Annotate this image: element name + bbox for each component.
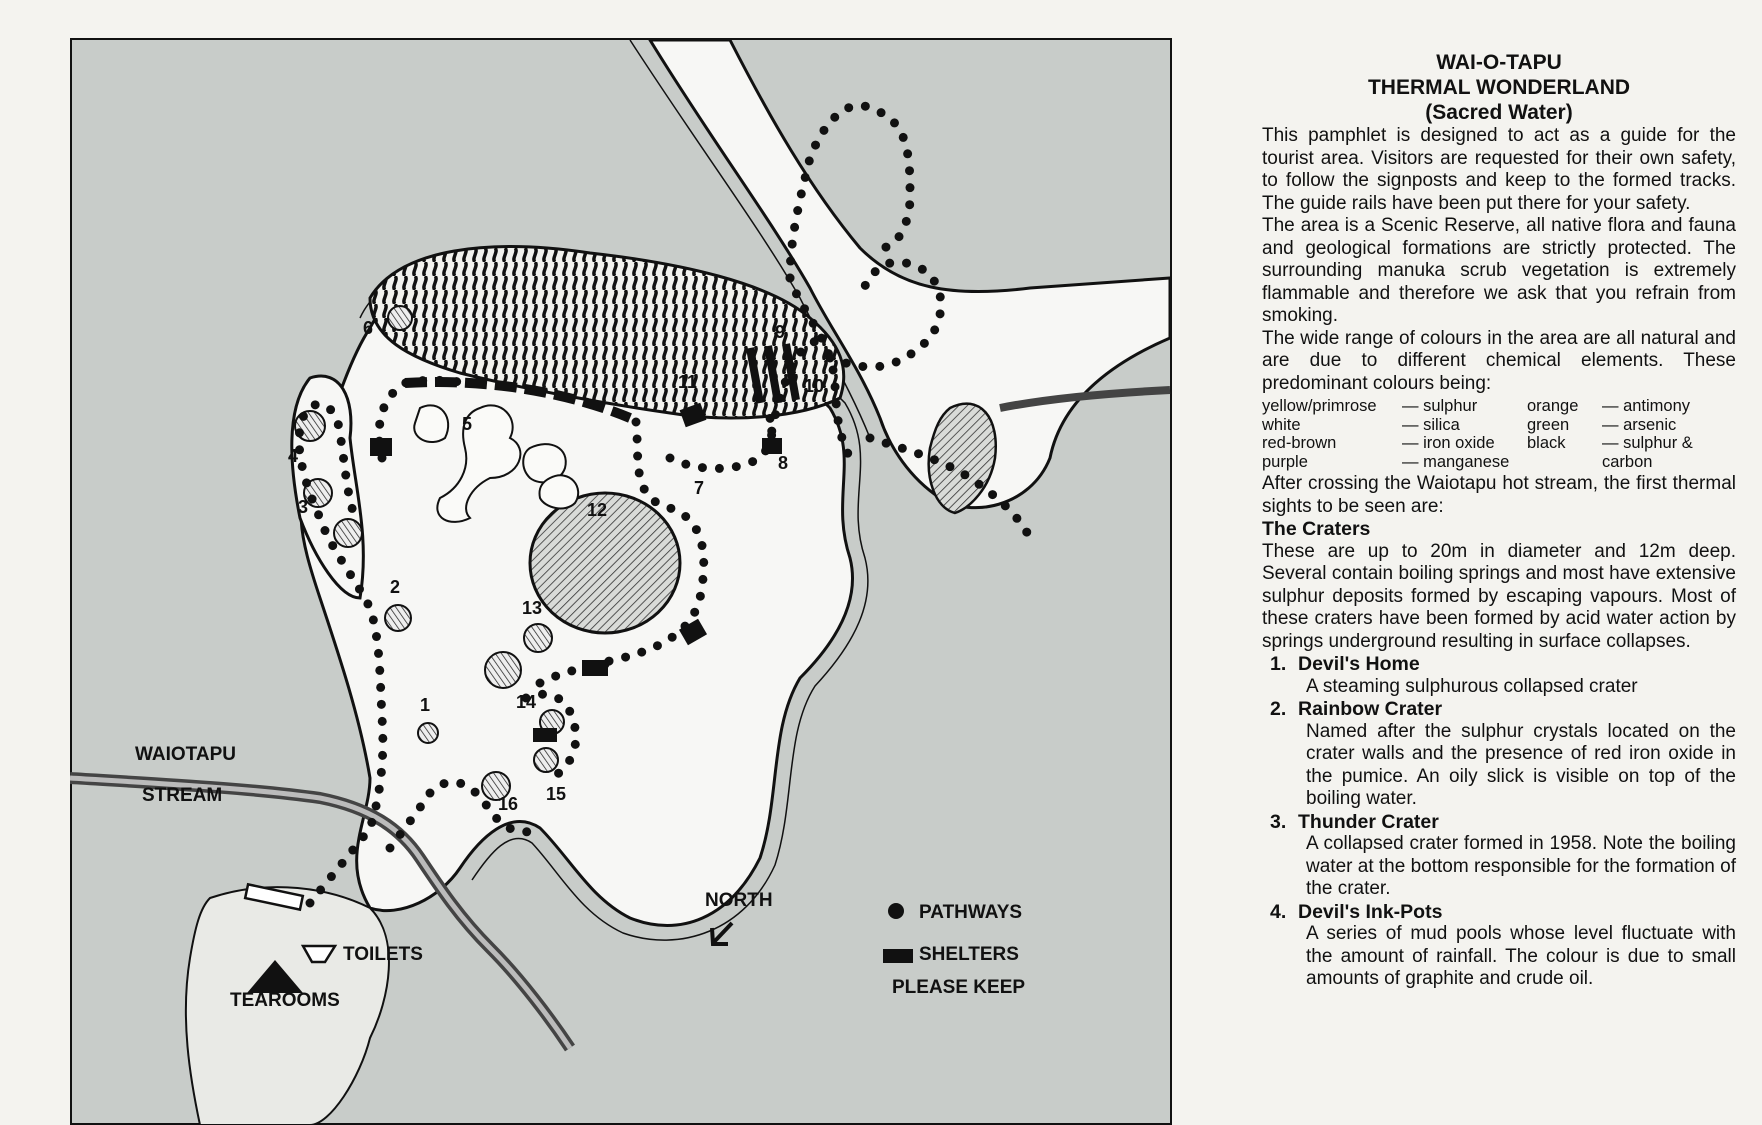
colour-table <box>1262 397 1736 471</box>
intro-paragraph-2: The area is a Scenic Reserve, all native flora and fauna and geological formations are strictly protected. The surrounding manuka scrub vegetation is extremely flammable and therefore we ask that you refrain from smoking. <box>1262 215 1736 326</box>
item-name: Rainbow Crater <box>1298 698 1443 720</box>
item-description: Named after the sulphur crystals located on the crater walls and the presence of red iron oxide in the pumice. An oily slick is visible on top of the boiling water. <box>1306 720 1736 809</box>
colour-cell: — manganese <box>1402 452 1510 471</box>
colour-cell: black <box>1527 434 1566 452</box>
crater-item <box>1270 811 1736 901</box>
after-crossing-text: After crossing the Waiotapu hot stream, the first thermal sights to be seen are: <box>1262 473 1736 517</box>
site-number-14: 14 <box>516 692 537 712</box>
item-description: A steaming sulphurous collapsed crater <box>1306 675 1638 697</box>
legend-pathways: PATHWAYS <box>919 902 1023 923</box>
site-number-4: 4 <box>288 446 299 466</box>
colour-cell: — sulphur <box>1402 397 1478 415</box>
item-name: Devil's Ink-Pots <box>1298 900 1443 923</box>
craters-text: These are up to 20m in diameter and 12m deep. Several contain boiling springs and most have extensive sulphur deposits formed by escaping vapours. Most of these craters have been formed by acid water action by springs underground resulting in surface collapses. <box>1262 540 1736 652</box>
item-description: A collapsed crater formed in 1958. Note the boiling water at the bottom responsible for the formation of the crater. <box>1306 833 1736 899</box>
pathways-dot-icon <box>888 903 904 919</box>
title-line-2: THERMAL WONDERLAND <box>1367 76 1631 99</box>
site-number-5: 5 <box>462 414 473 434</box>
pamphlet-text <box>1262 50 1736 991</box>
colour-cell: — silica <box>1402 415 1460 434</box>
shelter-icon <box>883 949 913 963</box>
site-number-10: 10 <box>804 376 825 396</box>
item-number: 1. <box>1270 653 1287 675</box>
site-number-7: 7 <box>694 478 705 498</box>
site-number-1: 1 <box>420 695 431 715</box>
site-number-9: 9 <box>775 322 786 342</box>
site-number-13: 13 <box>522 598 543 618</box>
crater-item <box>1270 653 1736 698</box>
crater-item <box>1270 901 1736 991</box>
site-number-8: 8 <box>778 453 789 473</box>
title-line-3: (Sacred Water) <box>1425 101 1573 124</box>
colour-cell: — iron oxide <box>1402 434 1495 452</box>
site-number-12: 12 <box>587 500 608 520</box>
colour-cell: carbon <box>1602 452 1653 471</box>
stream-label-line2: STREAM <box>142 785 223 806</box>
item-number: 3. <box>1270 810 1287 833</box>
colour-cell: red-brown <box>1262 434 1337 452</box>
colour-cell: yellow/primrose <box>1262 397 1377 415</box>
site-number-6: 6 <box>363 318 374 338</box>
crater-item <box>1270 698 1736 811</box>
intro-paragraph-1: This pamphlet is designed to act as a guide for the tourist area. Visitors are requested for their own safety, to follow the signposts and keep to the formed tracks. The guide rails have been put there for your safety. <box>1262 125 1736 214</box>
site-number-16: 16 <box>498 794 519 814</box>
colour-cell: — arsenic <box>1602 415 1677 434</box>
stream-label-line1: WAIOTAPU <box>135 744 236 765</box>
legend-toilets: TOILETS <box>343 944 423 965</box>
item-number: 4. <box>1270 900 1287 923</box>
colour-cell: orange <box>1527 397 1579 415</box>
colour-cell: — sulphur & <box>1602 434 1693 452</box>
crater-list <box>1262 653 1736 991</box>
item-name: Thunder Crater <box>1298 810 1439 833</box>
colour-cell: white <box>1262 415 1301 434</box>
item-number: 2. <box>1270 698 1287 720</box>
item-description: A series of mud pools whose level fluctuate with the amount of rainfall. The colour is due to small amounts of graphite and crude oil. <box>1306 923 1736 989</box>
site-number-3: 3 <box>298 497 309 517</box>
legend-tearooms: TEAROOMS <box>230 990 340 1011</box>
north-label: NORTH <box>705 890 773 911</box>
site-number-15: 15 <box>546 784 567 804</box>
site-number-2: 2 <box>390 577 401 597</box>
intro-paragraph-3: The wide range of colours in the area are all natural and are due to different chemical elements. These predominant colours being: <box>1262 327 1736 394</box>
legend-shelters: SHELTERS <box>919 944 1019 965</box>
site-number-11: 11 <box>678 372 698 392</box>
pamphlet-title <box>1262 50 1736 125</box>
title-line-1: WAI-O-TAPU <box>1436 51 1562 74</box>
colour-cell: — antimony <box>1602 397 1691 415</box>
item-name: Devil's Home <box>1298 653 1420 675</box>
craters-heading: The Craters <box>1262 518 1371 540</box>
colour-cell <box>1527 453 1602 472</box>
thermal-area-map <box>70 38 1172 1125</box>
colour-cell: green <box>1527 415 1570 434</box>
colour-cell: purple <box>1262 452 1308 471</box>
legend-keep: PLEASE KEEP <box>892 977 1026 998</box>
